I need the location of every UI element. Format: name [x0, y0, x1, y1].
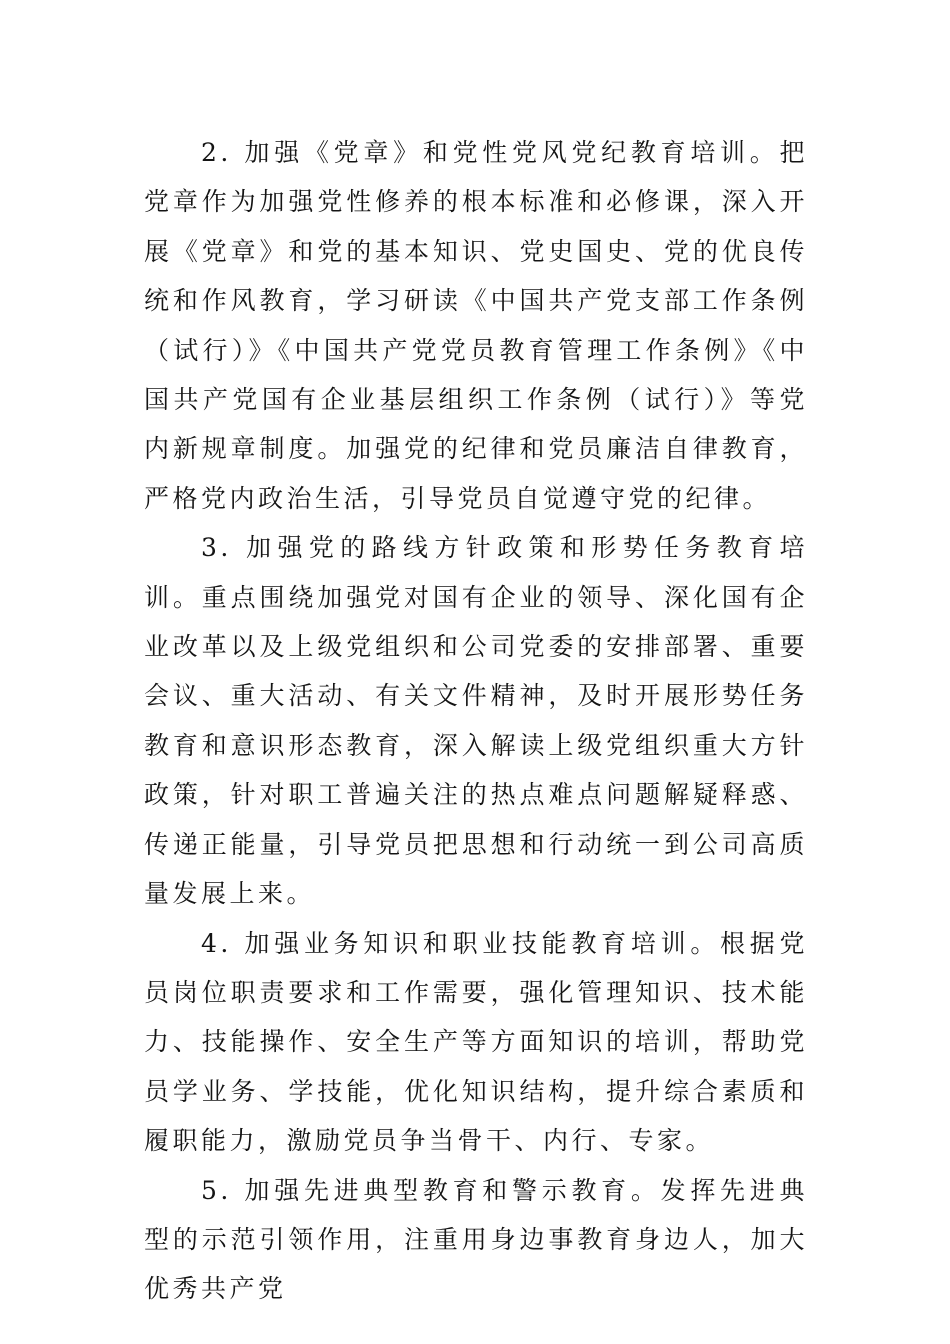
- paragraph-item-4: 4. 加强业务知识和职业技能教育培训。根据党员岗位职责要求和工作需要，强化管理知识、技术能力、技能操作、安全生产等方面知识的培训，帮助党员学业务、学技能，优化知识结构，提升综合素质和履职能力，激励党员争当骨干、内行、专家。: [144, 928, 808, 1156]
- paragraph-item-2: 2. 加强《党章》和党性党风党纪教育培训。把党章作为加强党性修养的根本标准和必修课，深入开展《党章》和党的基本知识、党史国史、党的优良传统和作风教育，学习研读《中国共产党支部工作条例（试行）》《中国共产党党员教育管理工作条例》《中国共产党国有企业基层组织工作条例（试行）》等党内新规章制度。加强党的纪律和党员廉洁自律教育，严格党内政治生活，引导党员自觉遵守党的纪律。: [144, 138, 808, 513]
- paragraph-item-5: 5. 加强先进典型教育和警示教育。发挥先进典型的示范引领作用，注重用身边事教育身边人，加大优秀共产党: [144, 1175, 808, 1304]
- paragraph-item-3: 3. 加强党的路线方针政策和形势任务教育培训。重点围绕加强党对国有企业的领导、深化国有企业改革以及上级党组织和公司党委的安排部署、重要会议、重大活动、有关文件精神，及时开展形势任务教育和意识形态教育，深入解读上级党组织重大方针政策，针对职工普遍关注的热点难点问题解疑释惑、传递正能量，引导党员把思想和行动统一到公司高质量发展上来。: [144, 533, 808, 909]
- document-body: [144, 128, 808, 1314]
